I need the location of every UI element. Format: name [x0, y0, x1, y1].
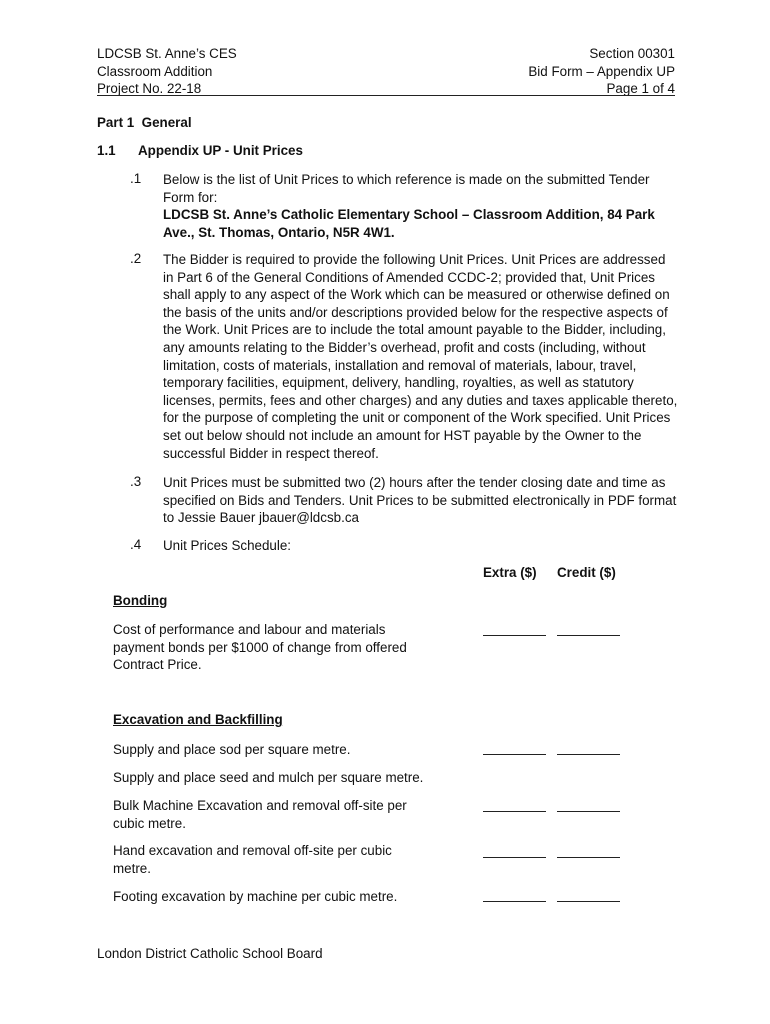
clause-number: .4	[130, 537, 142, 552]
unit-price-item: Cost of performance and labour and materials payment bonds per $1000 of change from offered Contract Price.	[113, 622, 407, 673]
page-footer: London District Catholic School Board	[97, 946, 323, 961]
clause-4	[163, 537, 678, 555]
header-project-number: Project No. 22-18	[97, 81, 202, 96]
part-label: Part 1	[97, 115, 135, 130]
unit-price-item: Supply and place seed and mulch per square metre.	[113, 770, 424, 785]
header-left	[97, 45, 237, 98]
project-name: LDCSB St. Anne’s Catholic Elementary School – Classroom Addition, 84 Park Ave., St. Thomas, Ontario, N5R 4W1.	[163, 207, 655, 240]
credit-price-field[interactable]	[557, 623, 620, 636]
part-heading	[97, 115, 192, 130]
unit-price-item: Bulk Machine Excavation and removal off-site per cubic metre.	[113, 798, 407, 831]
clause-number: .2	[130, 251, 142, 266]
clause-number: .3	[130, 474, 142, 489]
clause-3	[163, 474, 678, 527]
section-title-bonding: Bonding	[113, 593, 168, 608]
column-extra: Extra ($)	[483, 565, 537, 580]
credit-price-field[interactable]	[557, 889, 620, 902]
credit-price-field[interactable]	[557, 845, 620, 858]
clause-text: Unit Prices Schedule:	[163, 538, 292, 553]
header-project: Classroom Addition	[97, 63, 213, 79]
column-credit: Credit ($)	[557, 565, 616, 580]
header-page-number: Page 1 of 4	[606, 81, 675, 96]
extra-price-field[interactable]	[483, 845, 546, 858]
section-title-excavation: Excavation and Backfilling	[113, 712, 283, 727]
header-right	[528, 45, 675, 98]
header-form: Bid Form – Appendix UP	[528, 63, 675, 79]
clause-number: .1	[130, 171, 142, 186]
extra-price-field[interactable]	[483, 799, 546, 812]
credit-price-field[interactable]	[557, 742, 620, 755]
extra-price-field[interactable]	[483, 889, 546, 902]
credit-price-field[interactable]	[557, 799, 620, 812]
extra-price-field[interactable]	[483, 623, 546, 636]
unit-price-item: Hand excavation and removal off-site per cubic metre.	[113, 843, 392, 876]
header-section: Section 00301	[589, 46, 675, 61]
header-school: LDCSB St. Anne’s CES	[97, 46, 237, 61]
article-title: Appendix UP - Unit Prices	[138, 143, 303, 158]
part-title: General	[141, 115, 192, 130]
clause-text: Unit Prices must be submitted two (2) hours after the tender closing date and time as specified on Bids and Tenders. Unit Prices to be submitted electronically in PDF format to Jessie Bauer jbauer@ldcsb.ca	[163, 475, 677, 526]
unit-price-item: Footing excavation by machine per cubic metre.	[113, 889, 398, 904]
article-number: 1.1	[97, 143, 116, 158]
clause-text: The Bidder is required to provide the following Unit Prices. Unit Prices are addressed in Part 6 of the General Conditions of Amended CCDC-2; provided that, Unit Prices shall apply to any aspect of the Work which can be measured or otherwise defined on the basis of the units and/or descriptions provided below for the respective aspects of the Work. Unit Prices are to include the total amount payable to the Bidder, including, any amounts relating to the Bidder’s overhead, profit and costs (including, without limitation, costs of materials, installation and removal of materials, labour, travel, temporary facilities, equipment, delivery, handling, royalties, as well as statutory licenses, permits, fees and other charges) and any duties and taxes applicable thereto, for the purpose of completing the unit or component of the Work specified. Unit Prices set out below should not include an amount for HST payable by the Owner to the successful Bidder in respect thereof.	[163, 252, 678, 461]
extra-price-field[interactable]	[483, 742, 546, 755]
clause-text: Below is the list of Unit Prices to which reference is made on the submitted Tender Form for:	[163, 172, 650, 205]
header-rule	[97, 95, 675, 96]
unit-price-item: Supply and place sod per square metre.	[113, 742, 351, 757]
clause-1	[163, 171, 678, 241]
clause-2	[163, 251, 678, 462]
